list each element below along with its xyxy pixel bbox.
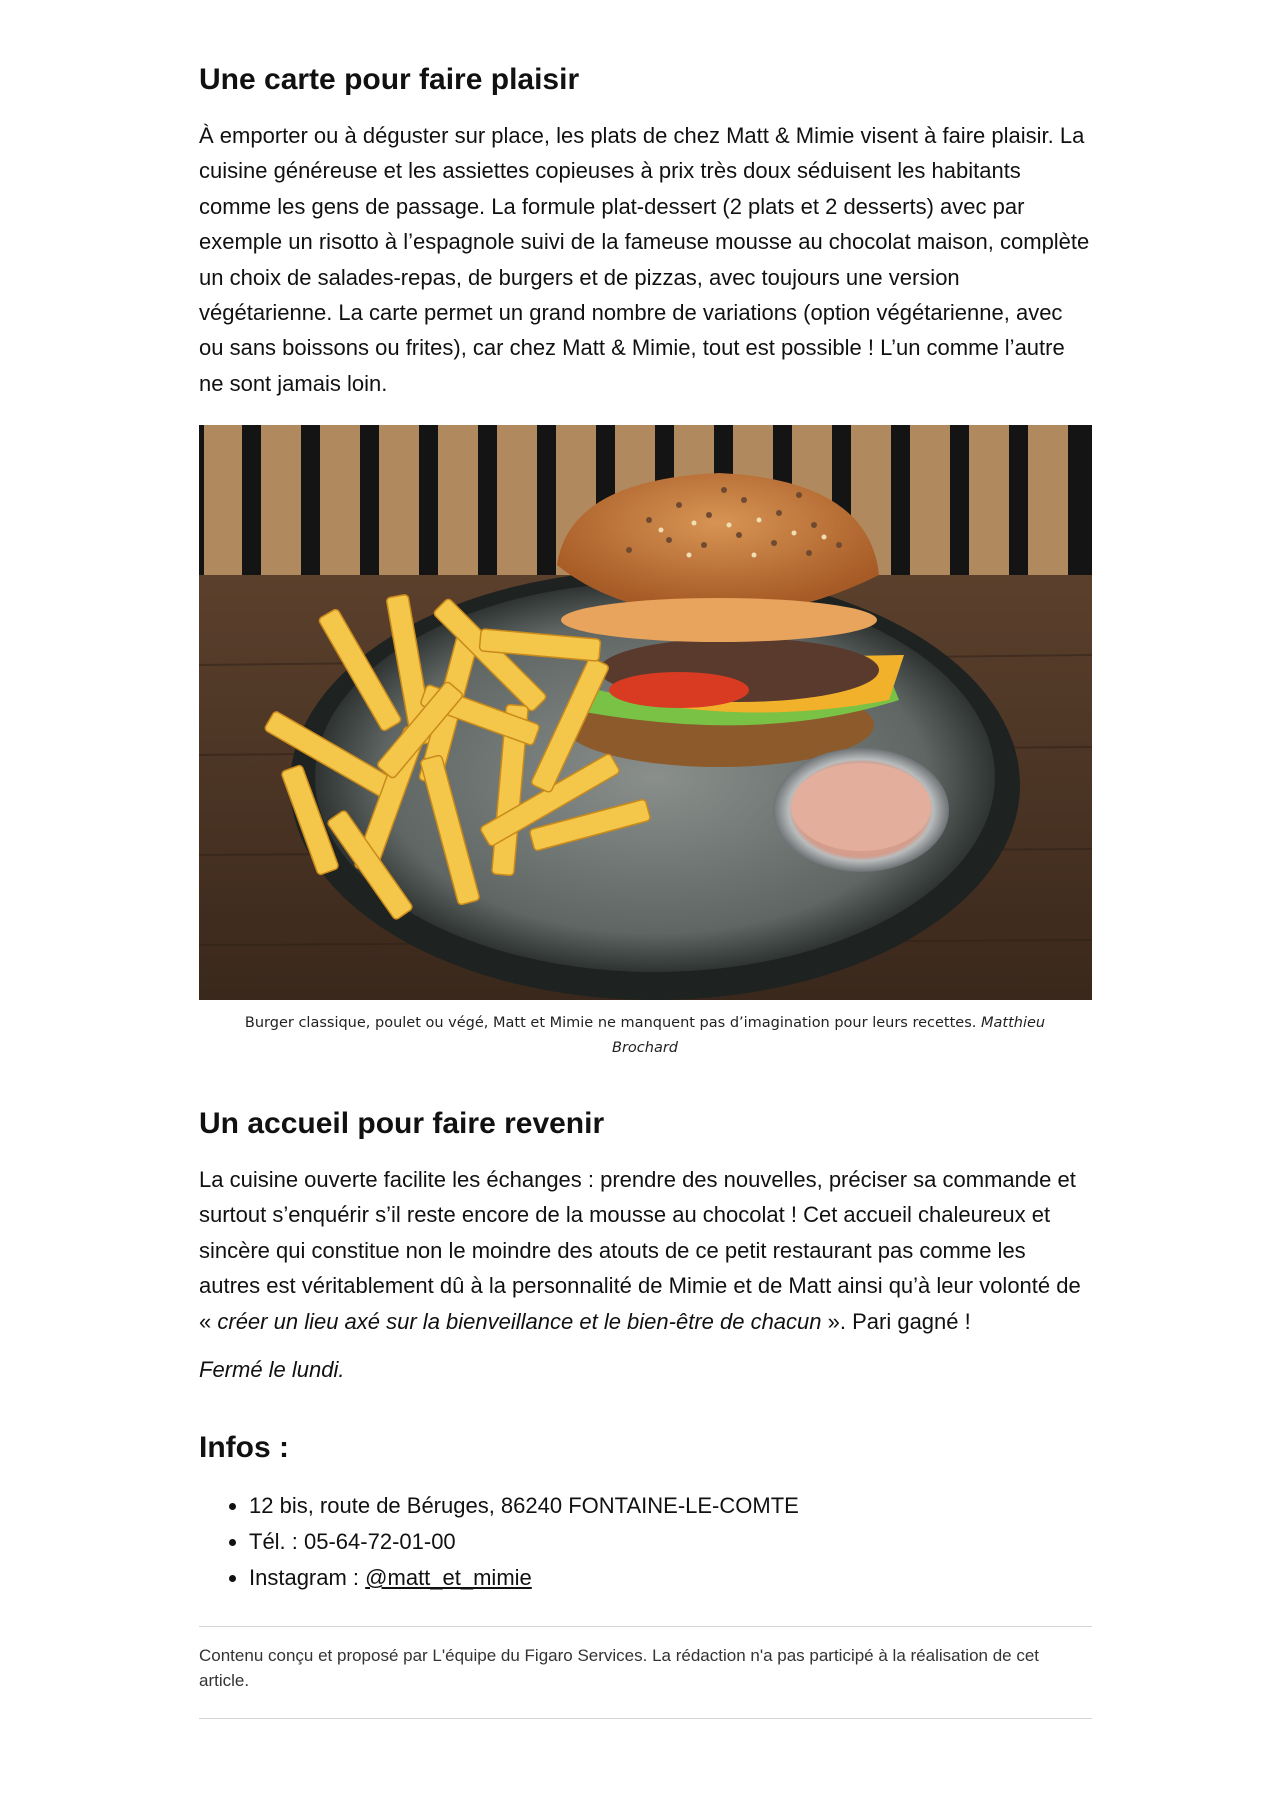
section-heading: Une carte pour faire plaisir (199, 63, 580, 96)
section-heading: Un accueil pour faire revenir (199, 1107, 605, 1140)
photo-credit: Matthieu Brochard (612, 1015, 1046, 1056)
info-phone: • Tél. : 05-64-72-01-00 (249, 1524, 1091, 1560)
quote-text: créer un lieu axé sur la bienveillance et le bien-être de chacun (217, 1308, 822, 1334)
paragraph-text: La cuisine ouverte facilite les échanges : prendre des nouvelles, préciser sa commande et surtout s’enquérir s’il reste encore de la mousse au chocolat ! Cet accueil chaleureux et sincère qui constitue non le moindre des atouts de ce petit restaurant pas comme les autres est véritablement dû à la personnalité de Mimie et de Matt ainsi qu’à leur volonté de « (199, 1167, 1081, 1334)
infos-list (199, 1488, 1091, 1596)
caption-text: Burger classique, poulet ou végé, Matt et Mimie ne manquent pas d’imagination pour leurs recettes. (244, 1015, 977, 1031)
section-paragraph (199, 1162, 1091, 1339)
section-carte (199, 62, 1091, 401)
infos-heading: Infos : (199, 1431, 289, 1464)
burger-photo (199, 425, 1092, 1000)
section-paragraph: À emporter ou à déguster sur place, les plats de chez Matt & Mimie visent à faire plaisir. La cuisine généreuse et les assiettes copieuses à prix très doux séduisent les habitants comme les gens de passage. La formule plat-dessert (2 plats et 2 desserts) avec par exemple un risotto à l’espagnole suivi de la fameuse mousse au chocolat maison, complète un choix de salades-repas, de burgers et de pizzas, avec toujours une version végétarienne. La carte permet un grand nombre de variations (option végétarienne, avec ou sans boissons ou frites), car chez Matt & Mimie, tout est possible ! L’un comme l’autre ne sont jamais loin. (199, 123, 1090, 396)
closing-note: Fermé le lundi. (199, 1357, 345, 1383)
photo-caption (230, 1011, 1060, 1061)
info-instagram (249, 1560, 1091, 1596)
info-address: • 12 bis, route de Béruges, 86240 FONTAINE-LE-COMTE (249, 1488, 1091, 1524)
footer-divider-top (199, 1626, 1092, 1627)
instagram-label: Instagram : (249, 1565, 360, 1590)
paragraph-text-end: ». Pari gagné ! (827, 1308, 971, 1334)
section-accueil (199, 1106, 1091, 1385)
footer-divider-bottom (199, 1718, 1092, 1719)
footer (199, 1643, 1091, 1693)
instagram-link[interactable]: @matt_et_mimie (365, 1565, 532, 1590)
footer-note: Contenu conçu et proposé par L'équipe du Figaro Services. La rédaction n'a pas participé à la réalisation de cet article. (199, 1646, 1040, 1690)
infos-section (199, 1430, 1091, 1596)
